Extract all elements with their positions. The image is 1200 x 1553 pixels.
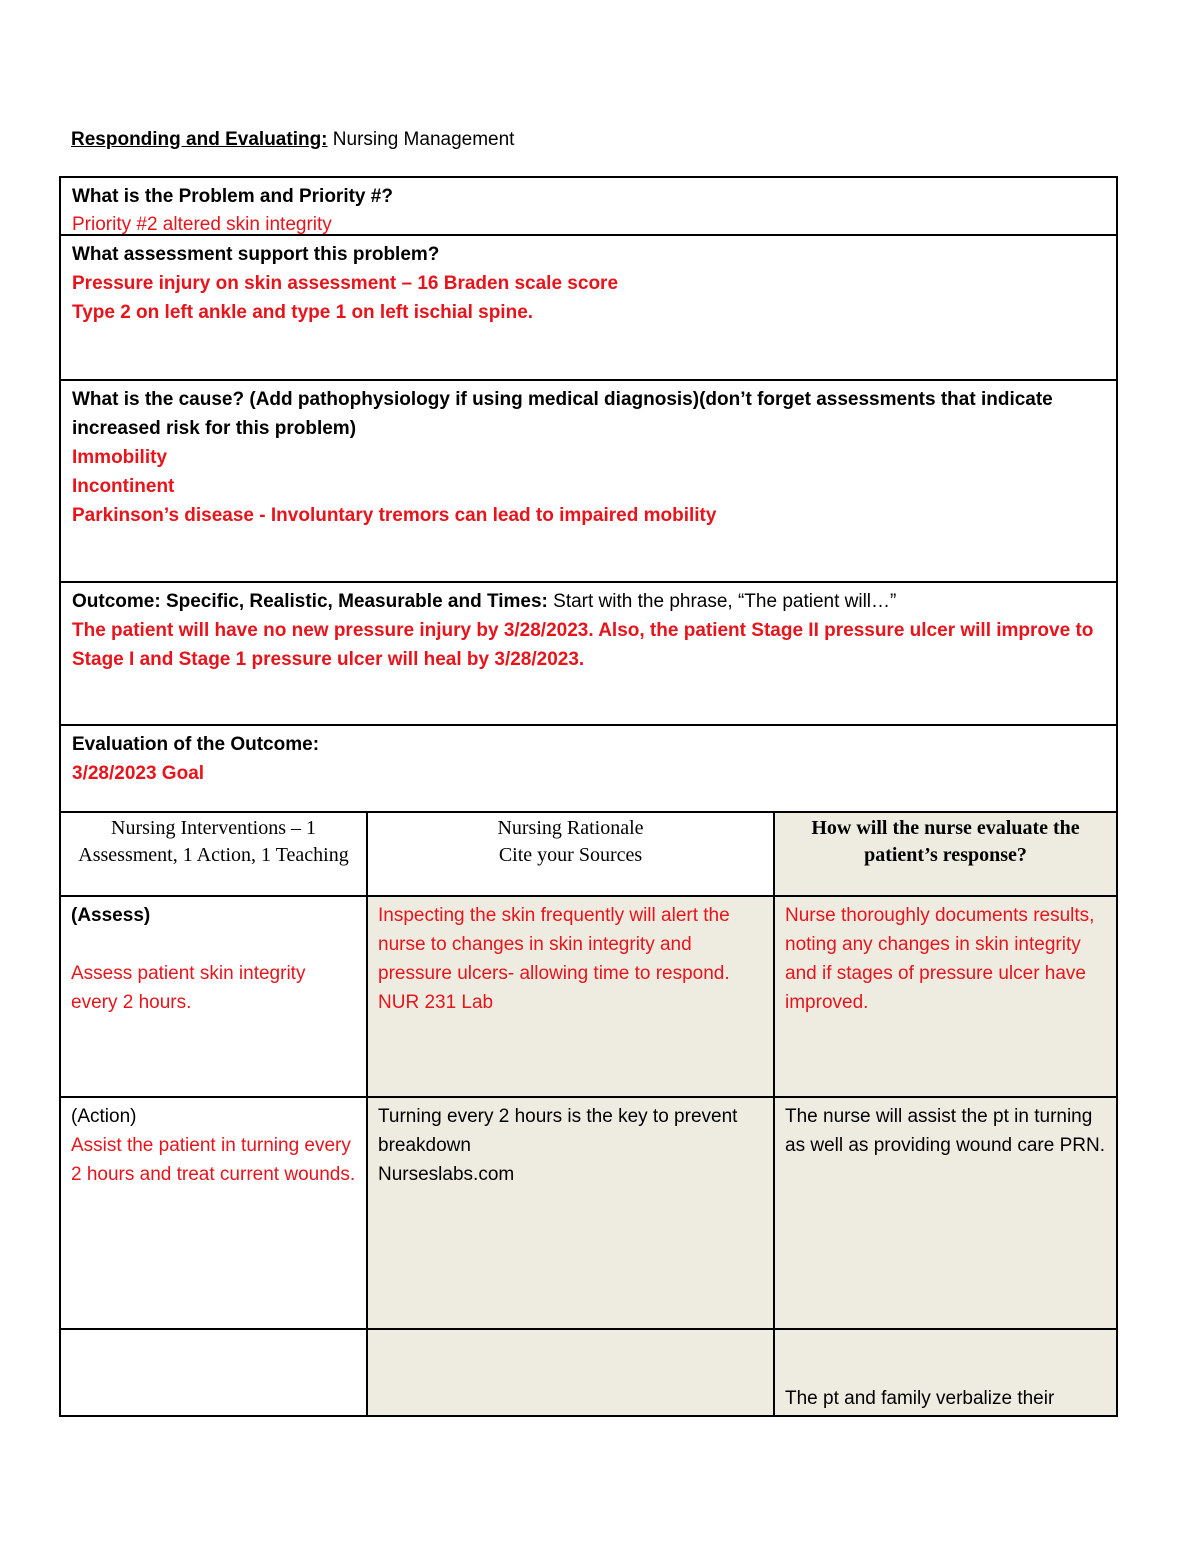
assessment-section [59,236,1118,381]
outcome-answer[interactable]: The patient will have no new pressure injury by 3/28/2023. Also, the patient Stage II pressure ulcer will improve to Stage I and Stage 1 pressure ulcer will heal by 3/28/2023. [72,620,1094,670]
teaching-rationale-cell[interactable] [368,1330,775,1415]
assessment-question: What assessment support this problem? [72,244,440,265]
teaching-intervention-cell[interactable] [61,1330,368,1415]
teaching-evaluation: The pt and family verbalize their [785,1388,1055,1409]
assess-rationale-cell[interactable] [368,897,775,1096]
problem-answer[interactable]: Priority #2 altered skin integrity [72,214,332,235]
assess-evaluation-cell[interactable] [775,897,1116,1096]
assess-source: NUR 231 Lab [378,992,494,1013]
cause-line-2[interactable]: Incontinent [72,476,175,497]
header-evaluate: How will the nurse evaluate the patient’s response? [775,813,1116,895]
assessment-line-2[interactable]: Type 2 on left ankle and type 1 on left ischial spine. [72,302,534,323]
action-label: (Action) [71,1106,137,1127]
outcome-prompt: Start with the phrase, “The patient will…” [547,591,897,612]
problem-section [59,176,1118,236]
action-evaluation: The nurse will assist the pt in turning as well as providing wound care PRN. [785,1106,1105,1156]
cause-line-3[interactable]: Parkinson’s disease - Involuntary tremors can lead to impaired mobility [72,505,717,526]
evaluation-label: Evaluation of the Outcome: [72,734,320,755]
assessment-line-1[interactable]: Pressure injury on skin assessment – 16 Braden scale score [72,273,619,294]
document-title-bold: Responding and Evaluating: [71,129,328,150]
table-header-row [59,813,1118,897]
outcome-section [59,583,1118,726]
assess-intervention: Assess patient skin integrity every 2 hours. [71,963,306,1013]
care-plan-form [59,176,1118,1417]
cause-line-1[interactable]: Immobility [72,447,168,468]
assess-evaluation: Nurse thoroughly documents results, noting any changes in skin integrity and if stages of pressure ulcer have improved. [785,905,1095,1013]
assess-intervention-cell[interactable] [61,897,368,1096]
evaluation-section [59,726,1118,813]
cause-question: What is the cause? (Add pathophysiology if using medical diagnosis)(don’t forget assessments that indicate increased risk for this problem) [72,389,1053,439]
header-interventions: Nursing Interventions – 1 Assessment, 1 Action, 1 Teaching [61,813,368,895]
action-intervention-cell[interactable] [61,1098,368,1328]
cause-section [59,381,1118,583]
action-evaluation-cell[interactable] [775,1098,1116,1328]
header-rationale [368,813,775,895]
action-rationale-cell[interactable] [368,1098,775,1328]
assess-rationale: Inspecting the skin frequently will alert the nurse to changes in skin integrity and pressure ulcers- allowing time to respond. [378,905,730,984]
evaluation-answer[interactable]: 3/28/2023 Goal [72,763,205,784]
teaching-evaluation-cell[interactable] [775,1330,1116,1415]
action-rationale: Turning every 2 hours is the key to prevent breakdown [378,1106,738,1156]
action-intervention: Assist the patient in turning every 2 hours and treat current wounds. [71,1135,356,1185]
problem-question: What is the Problem and Priority #? [72,186,393,207]
document-title [71,127,514,153]
action-source: Nurseslabs.com [378,1164,515,1185]
assess-label: (Assess) [71,905,151,926]
document-title-rest: Nursing Management [327,129,515,150]
outcome-label: Outcome: Specific, Realistic, Measurable and Times: [72,591,548,612]
table-row-teaching [59,1330,1118,1417]
header-rationale-title: Nursing Rationale [497,817,644,839]
table-row-action [59,1098,1118,1330]
header-rationale-cite: Cite your Sources [498,844,643,866]
table-row-assess [59,897,1118,1098]
